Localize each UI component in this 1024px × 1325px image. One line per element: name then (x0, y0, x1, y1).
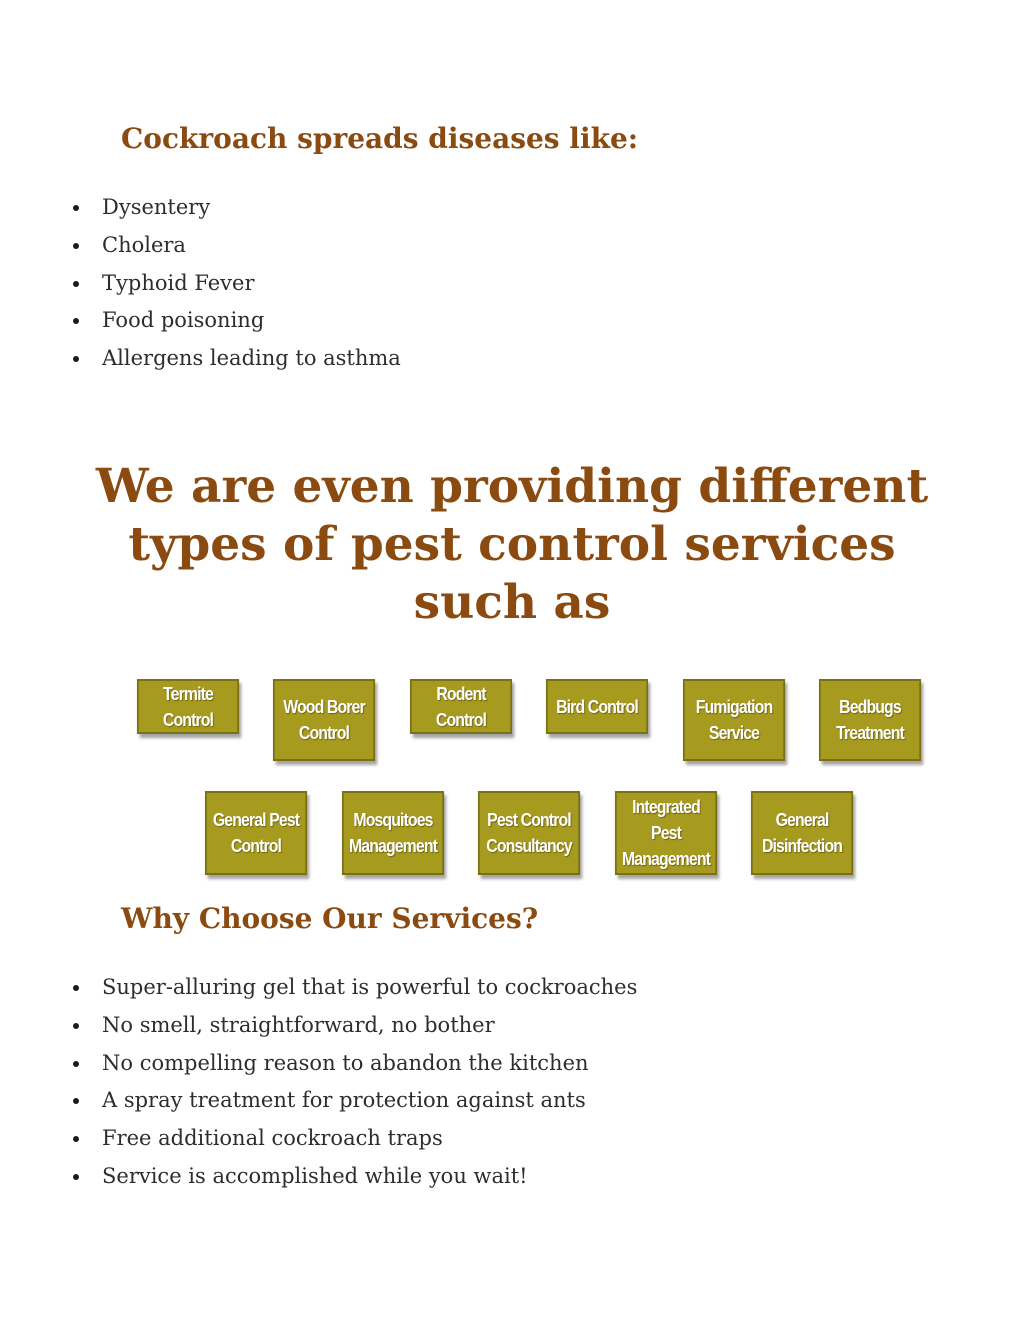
disease-label: Typhoid Fever (102, 270, 255, 295)
service-label: Mosquitoes Management (348, 810, 438, 856)
reason-label: Super-alluring gel that is powerful to cockroaches (102, 975, 638, 999)
bullet-icon (73, 281, 79, 287)
service-pest-control-consultancy[interactable] (478, 791, 580, 875)
list-item (0, 228, 401, 266)
bullet-icon (73, 1174, 79, 1180)
bullet-icon (73, 1023, 79, 1029)
service-label: General Disinfection (761, 810, 843, 856)
services-heading-line: We are even providing different (95, 459, 929, 514)
reason-label: No compelling reason to abandon the kitchen (102, 1050, 589, 1075)
diseases-heading: Cockroach spreads diseases like: (121, 122, 639, 155)
service-bird-control[interactable] (546, 679, 648, 734)
service-termite-control[interactable] (137, 679, 239, 734)
service-wood-borer-control[interactable] (273, 679, 375, 761)
services-heading (0, 458, 1024, 632)
list-item (0, 970, 637, 1008)
bullet-icon (73, 318, 79, 324)
why-heading: Why Choose Our Services? (121, 902, 539, 935)
list-item (0, 190, 401, 228)
service-general-pest-control[interactable] (205, 791, 307, 875)
why-list (0, 970, 637, 1197)
service-mosquitoes-management[interactable] (342, 791, 444, 875)
list-item (0, 341, 401, 379)
list-item (0, 1083, 637, 1121)
disease-label: Dysentery (102, 195, 211, 219)
service-fumigation-service[interactable] (683, 679, 785, 761)
bullet-icon (73, 1061, 79, 1067)
reason-label: Service is accomplished while you wait! (102, 1163, 528, 1188)
bullet-icon (73, 1136, 79, 1142)
reason-label: A spray treatment for protection against ants (102, 1088, 586, 1113)
bullet-icon (73, 243, 79, 249)
disease-label: Food poisoning (102, 308, 265, 333)
list-item (0, 303, 401, 341)
service-label: Bird Control (556, 696, 638, 717)
service-label: Wood Borer Control (283, 697, 365, 743)
bullet-icon (73, 985, 79, 991)
list-item (0, 1121, 637, 1159)
service-label: General Pest Control (212, 810, 300, 856)
service-integrated-pest-management[interactable] (615, 791, 717, 875)
service-bedbugs-treatment[interactable] (819, 679, 921, 761)
reason-label: No smell, straightforward, no bother (102, 1012, 495, 1037)
service-label: Pest Control Consultancy (486, 810, 572, 856)
list-item (0, 1046, 637, 1084)
services-heading-line: such as (413, 575, 611, 630)
service-label: Bedbugs Treatment (836, 697, 904, 743)
disease-label: Allergens leading to asthma (102, 346, 401, 371)
list-item (0, 266, 401, 304)
diseases-list (0, 190, 401, 379)
service-general-disinfection[interactable] (751, 791, 853, 875)
bullet-icon (73, 205, 79, 211)
bullet-icon (73, 356, 79, 362)
service-label: Fumigation Service (695, 697, 773, 743)
list-item (0, 1008, 637, 1046)
bullet-icon (73, 1098, 79, 1104)
service-label: Termite Control (162, 683, 214, 730)
service-label: Rodent Control (435, 683, 487, 730)
reason-label: Free additional cockroach traps (102, 1126, 443, 1151)
disease-label: Cholera (102, 232, 186, 257)
service-label: Integrated Pest Management (621, 797, 711, 869)
list-item (0, 1159, 637, 1197)
services-heading-line: types of pest control services (128, 517, 896, 572)
service-rodent-control[interactable] (410, 679, 512, 734)
